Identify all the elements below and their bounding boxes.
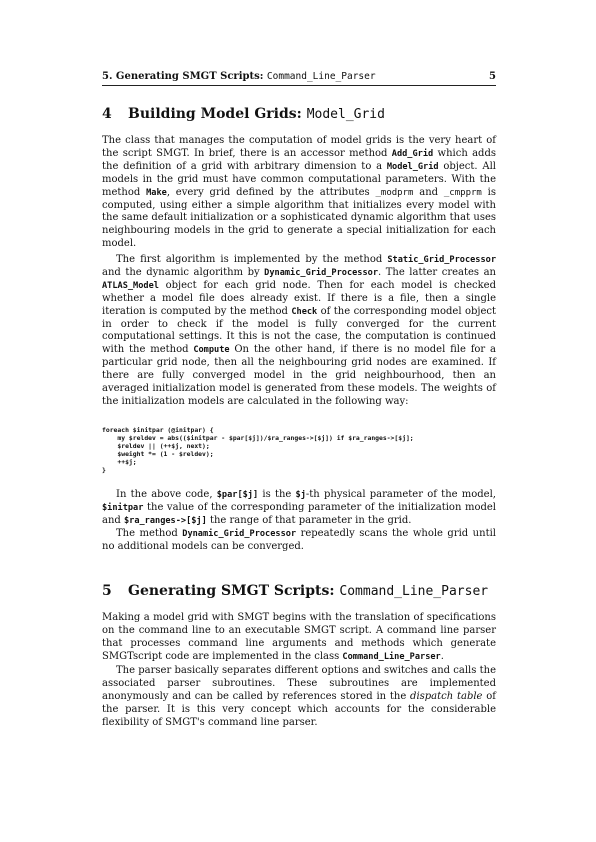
section-5-heading: 5 Generating SMGT Scripts: Command_Line_Parser — [102, 583, 489, 599]
header-rule — [102, 85, 496, 86]
section-4-paragraph-2: The first algorithm is implemented by the method Static_Grid_Processor and the dynamic algorithm by Dynamic_Grid_Processor. The latter creates an ATLAS_Model object for each grid node. Then for each model is checked whether a model file does already exist. If there is a file, then a single iteration is computed by the method Check of the corresponding model object in order to check if the model is fully converged for the current computational settings. It this is not the case, the computation is continued with the method Compute On the other hand, if there is no model file for a particular grid node, then all the neighbouring grid nodes are examined. If there are fully converged model in the grid neighbourhood, then an averaged initialization model is generated from these models. The weights of the initialization models are calculated in the following way: — [102, 254, 497, 407]
page-number: 5 — [489, 71, 496, 82]
weight-code-listing: foreach $initpar (@initpar) { my $reldev = abs(($initpar - $par[$j])/$ra_ranges->[$j]) if $ra_ranges->[$j]; $reldev || (++$j, next); $weight *= (1 - $reldev); ++$j; } — [102, 426, 414, 474]
section-4-paragraph-1: The class that manages the computation of model grids is the very heart of the script SMGT. In brief, there is an accessor method Add_Grid which adds the definition of a grid with arbitrary dimension to a Model_Grid object. All models in the grid must have common computational parameters. With the method Make, every grid defined by the attributes _modprm and _cmpprm is computed, using either a simple algorithm that initializes every model with the same default initialization or a sophisticated dynamic algorithm that uses neighbouring models in the grid to generate a special initialization for each model. — [102, 135, 496, 250]
running-header-title: 5. Generating SMGT Scripts: Command_Line_Parser — [102, 71, 376, 82]
section-4-paragraph-3: In the above code, $par[$j] is the $j-th physical parameter of the model, $initpar the value of the corresponding parameter of the initialization model and $ra_ranges->[$j] the range of that parameter in the grid. — [102, 489, 496, 526]
section-4-heading: 4 Building Model Grids: Model_Grid — [102, 106, 385, 122]
section-5-paragraph-1: Making a model grid with SMGT begins with the translation of specifications on the command line to an executable SMGT script. A command line parser that processes command line arguments and methods which generate SMGTscript code are implemented in the class Command_Line_Parser. — [102, 612, 496, 662]
section-5-paragraph-2: The parser basically separates different options and switches and calls the associated parser subroutines. These subroutines are implemented anonymously and can be called by references stored in the dispatch table of the parser. It is this very concept which accounts for the considerable flexibility of SMGT's command line parser. — [102, 665, 496, 728]
running-header — [102, 71, 496, 83]
section-4-paragraph-4: The method Dynamic_Grid_Processor repeatedly scans the whole grid until no additional models can be converged. — [102, 528, 496, 552]
